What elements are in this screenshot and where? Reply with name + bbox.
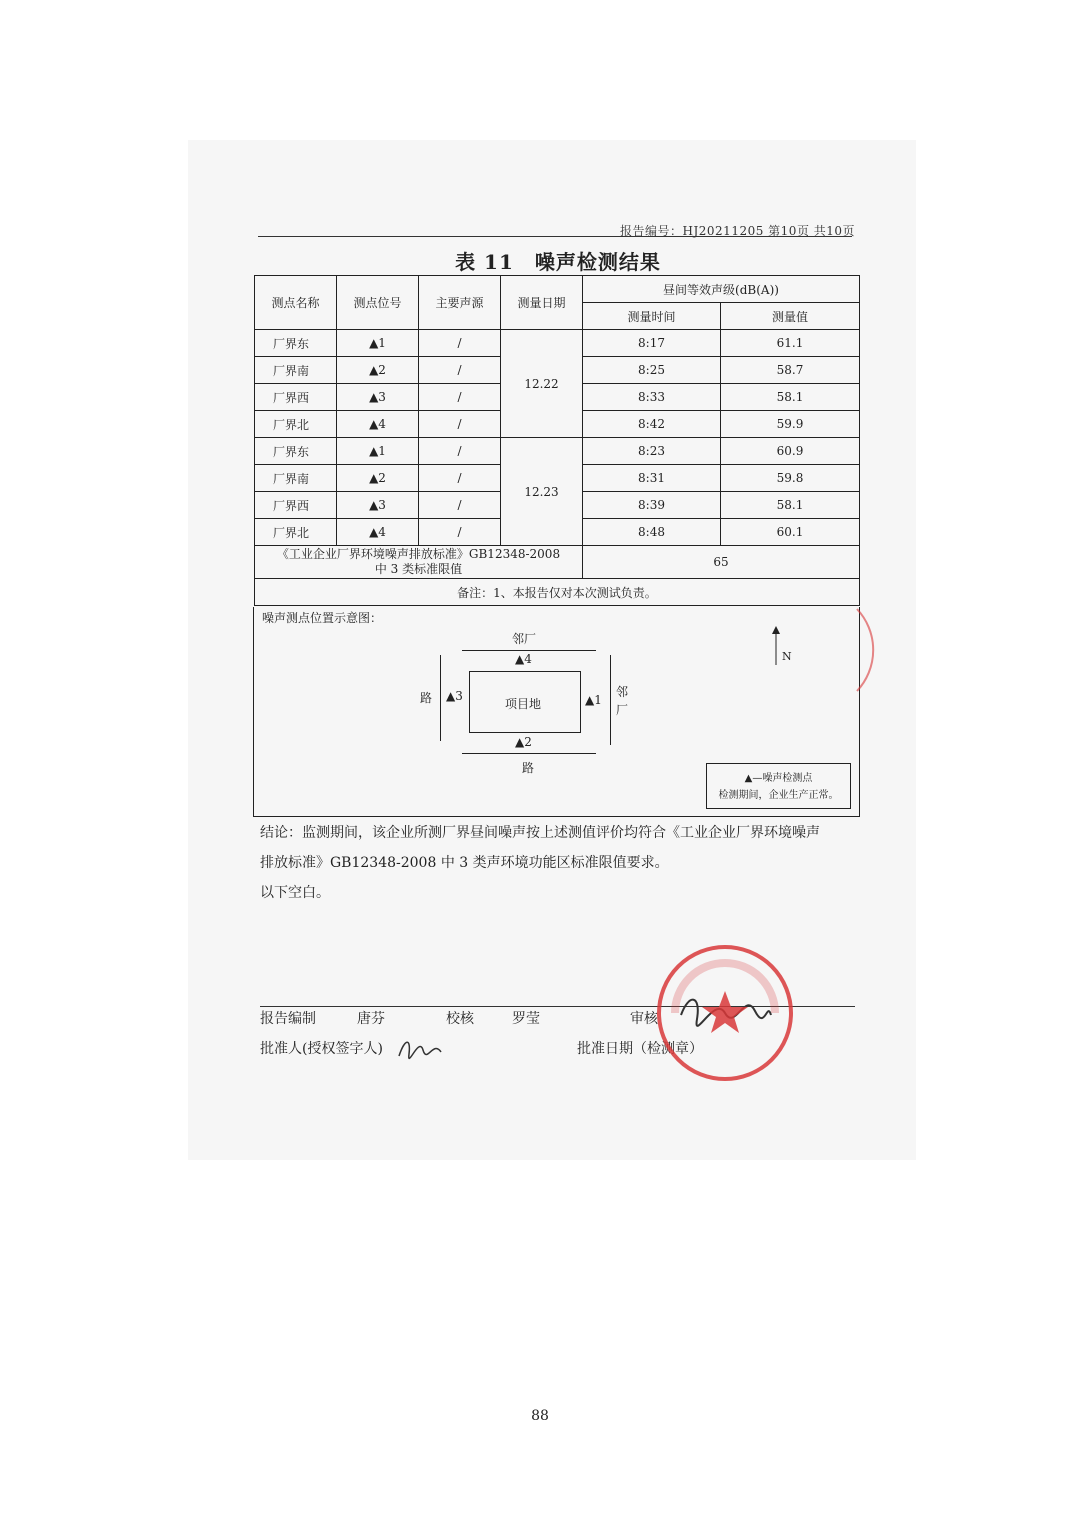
cell-pos: ▲1 [337, 330, 419, 357]
cell-value: 58.1 [721, 492, 860, 519]
header-rule [258, 236, 852, 237]
check-label: 校核 [446, 1011, 474, 1027]
diagram-label: 噪声测点位置示意图： [262, 611, 383, 625]
conclusion-line3: 以下空白。 [260, 885, 330, 901]
diagram-legend [706, 763, 851, 809]
table-row [255, 438, 860, 465]
cell-value: 58.7 [721, 357, 860, 384]
page-number: 88 [531, 1408, 549, 1424]
cell-pos: ▲1 [337, 438, 419, 465]
cell-time: 8:39 [583, 492, 721, 519]
north-label: N [782, 650, 792, 663]
cell-pos: ▲2 [337, 357, 419, 384]
col-header: 测点名称 [255, 276, 337, 330]
cell-pos: ▲3 [337, 384, 419, 411]
sub-header: 测量值 [721, 303, 860, 330]
conclusion-line2: 排放标准》GB12348-2008 中 3 类声环境功能区标准限值要求。 [260, 855, 669, 871]
cell-src: / [419, 492, 501, 519]
cell-name: 厂界北 [255, 411, 337, 438]
conclusion-line1: 结论：监测期间，该企业所测厂界昼间噪声按上述测值评价均符合《工业企业厂界环境噪声 [260, 825, 820, 841]
road-bottom: 路 [522, 761, 535, 775]
cell-name: 厂界东 [255, 330, 337, 357]
compile-name: 唐芬 [357, 1011, 385, 1027]
cell-time: 8:23 [583, 438, 721, 465]
cell-time: 8:31 [583, 465, 721, 492]
standard-row [255, 546, 860, 579]
approver-label: 批准人(授权签字人) [260, 1041, 383, 1057]
cell-name: 厂界北 [255, 519, 337, 546]
cell-value: 60.9 [721, 438, 860, 465]
cell-value: 58.1 [721, 384, 860, 411]
official-stamp [655, 943, 795, 1083]
neighbor-factory-right-1: 邻 [616, 685, 629, 699]
table-title: 表 11 噪声检测结果 [455, 250, 661, 274]
standard-value: 65 [583, 546, 860, 579]
cell-src: / [419, 438, 501, 465]
col-header: 主要声源 [419, 276, 501, 330]
legend-line2: 检测期间，企业生产正常。 [718, 790, 839, 801]
review-label: 审核 [630, 1011, 658, 1027]
cell-time: 8:33 [583, 384, 721, 411]
neighbor-factory-right-2: 厂 [616, 703, 629, 717]
report-number: 报告编号：HJ20211205 第10页 共10页 [620, 224, 856, 238]
project-site-label: 项目地 [505, 697, 542, 711]
cell-pos: ▲2 [337, 465, 419, 492]
standard-label-line1: 《工业企业厂界环境噪声排放标准》GB12348-2008 [276, 547, 561, 561]
cell-src: / [419, 330, 501, 357]
point-3: ▲3 [446, 689, 463, 703]
cell-pos: ▲4 [337, 411, 419, 438]
legend-line1: ▲—噪声检测点 [744, 773, 813, 784]
col-header: 测量日期 [501, 276, 583, 330]
cell-src: / [419, 357, 501, 384]
neighbor-factory-top: 邻厂 [512, 632, 537, 646]
table-header-row [255, 276, 860, 303]
measurement-point-diagram [253, 607, 860, 817]
cell-time: 8:42 [583, 411, 721, 438]
right-boundary-line [610, 655, 611, 745]
cell-pos: ▲3 [337, 492, 419, 519]
bottom-road-line [462, 753, 596, 754]
cell-name: 厂界南 [255, 357, 337, 384]
conclusion [260, 818, 860, 908]
cell-date: 12.23 [501, 438, 583, 546]
cell-value: 59.8 [721, 465, 860, 492]
cell-time: 8:17 [583, 330, 721, 357]
remark: 备注：1、本报告仅对本次测试负责。 [255, 579, 860, 606]
road-left: 路 [420, 691, 433, 705]
cell-date: 12.22 [501, 330, 583, 438]
cell-time: 8:48 [583, 519, 721, 546]
cell-value: 59.9 [721, 411, 860, 438]
left-road-line [440, 655, 441, 741]
partial-stamp-edge [855, 605, 877, 695]
col-header: 测点位号 [337, 276, 419, 330]
point-2: ▲2 [515, 735, 532, 749]
cell-name: 厂界东 [255, 438, 337, 465]
remark-row [255, 579, 860, 606]
cell-name: 厂界南 [255, 465, 337, 492]
approver-signature [395, 1030, 445, 1064]
cell-value: 61.1 [721, 330, 860, 357]
point-1: ▲1 [585, 693, 602, 707]
table-row [255, 330, 860, 357]
standard-label [255, 546, 583, 579]
cell-time: 8:25 [583, 357, 721, 384]
cell-src: / [419, 465, 501, 492]
cell-src: / [419, 519, 501, 546]
top-boundary-line [462, 650, 596, 651]
sub-header: 测量时间 [583, 303, 721, 330]
cell-name: 厂界西 [255, 384, 337, 411]
cell-src: / [419, 411, 501, 438]
group-header: 昼间等效声级(dB(A)) [583, 276, 860, 303]
standard-label-line2: 中 3 类标准限值 [374, 562, 463, 576]
check-name: 罗莹 [512, 1011, 540, 1027]
point-4: ▲4 [515, 652, 532, 666]
compile-label: 报告编制 [260, 1011, 316, 1027]
approve-date-label: 批准日期（检测章） [577, 1041, 703, 1057]
noise-results-table [254, 275, 860, 606]
cell-src: / [419, 384, 501, 411]
cell-pos: ▲4 [337, 519, 419, 546]
cell-name: 厂界西 [255, 492, 337, 519]
cell-value: 60.1 [721, 519, 860, 546]
